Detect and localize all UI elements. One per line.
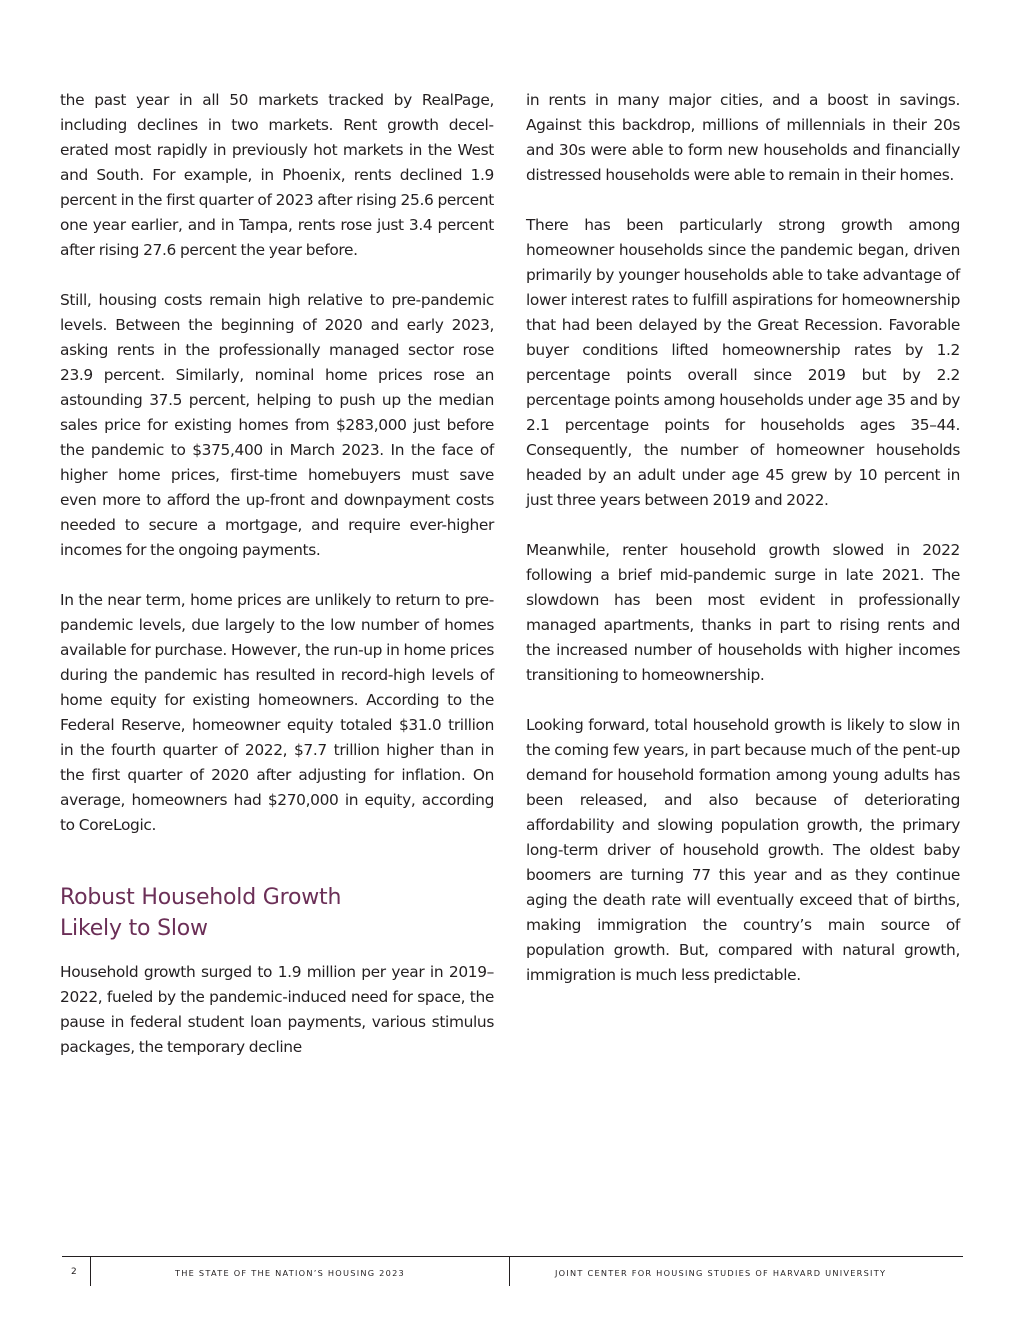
footer-divider	[509, 1257, 510, 1286]
body-paragraph: Meanwhile, renter household growth slowed in 2022 following a brief mid-pandemic surge in late 2021. The slowdown has been most evident in professionally managed apartments, thanks in part to rising rents and the increased number of households with higher incomes transitioning to homeownership.	[526, 541, 960, 684]
publication-title: THE STATE OF THE NATION’S HOUSING 2023	[175, 1268, 406, 1278]
footer-divider	[90, 1257, 91, 1286]
body-paragraph: There has been particularly strong growth among homeowner households since the pandemic began, driven primarily by younger households able to take advantage of lower interest rates to fulfill aspirations for homeownership that had been delayed by the Great Recession. Favorable buyer conditions lifted homeownership rates by 1.2 percentage points overall since 2019 but by 2.2 percentage points among households under age 35 and by 2.1 percentage points for households ages 35–44. Consequently, the number of homeowner households headed by an adult under age 45 grew by 10 percent in just three years between 2019 and 2022.	[526, 216, 960, 509]
organization-name: JOINT CENTER FOR HOUSING STUDIES OF HARVARD UNIVERSITY	[555, 1268, 887, 1278]
body-paragraph: the past year in all 50 markets tracked by RealPage, including declines in two markets. Rent growth decelerated most rapidly in previously hot markets in the West and South. For example, in Phoenix, rents declined 1.9 percent in the first quarter of 2023 after rising 25.6 percent one year earlier, and in Tampa, rents rose just 3.4 percent after rising 27.6 percent the year before.	[60, 91, 494, 259]
body-paragraph: Still, housing costs remain high relative to pre-pandemic levels. Between the beginning of 2020 and early 2023, asking rents in the professionally managed sector rose 23.9 percent. Similarly, nominal home prices rose an astounding 37.5 percent, helping to push up the median sales price for existing homes from $283,000 just before the pandemic to $375,400 in March 2023. In the face of higher home prices, first-time homebuyers must save even more to afford the up-front and downpayment costs needed to secure a mortgage, and require ever-higher incomes for the ongoing payments.	[60, 291, 494, 559]
body-paragraph: Looking forward, total household growth is likely to slow in the coming few years, in part because much of the pent-up demand for household formation among young adults has been released, and also because of deteriorating affordability and slowing population growth, the primary long-term driver of household growth. The oldest baby boomers are turning 77 this year and as they continue aging the death rate will eventually exceed that of births, making immigration the country’s main source of population growth. But, compared with natural growth, immigration is much less predictable.	[526, 716, 960, 984]
page-number: 2	[71, 1267, 77, 1277]
section-heading	[60, 882, 494, 944]
left-column	[60, 88, 494, 1085]
right-column	[526, 88, 960, 1013]
body-paragraph: in rents in many major cities, and a boost in savings. Against this backdrop, millions of millennials in their 20s and 30s were able to form new households and financially distressed households were able to remain in their homes.	[526, 91, 960, 184]
section-heading-line-1: Robust Household Growth	[60, 885, 342, 910]
body-paragraph: Household growth surged to 1.9 million per year in 2019–2022, fueled by the pandemic-induced need for space, the pause in federal student loan payments, various stimulus packages, the temporary decline	[60, 963, 494, 1056]
section-heading-line-2: Likely to Slow	[60, 916, 208, 941]
page-footer	[62, 1256, 963, 1287]
body-paragraph: In the near term, home prices are unlikely to return to pre-pandemic levels, due largely to the low number of homes available for purchase. However, the run-up in home prices during the pandemic has resulted in record-high levels of home equity for existing homeowners. According to the Federal Reserve, homeowner equity totaled $31.0 trillion in the fourth quarter of 2022, $7.7 trillion higher than in the first quarter of 2020 after adjusting for inflation. On average, homeowners had $270,000 in equity, according to CoreLogic.	[60, 591, 495, 834]
